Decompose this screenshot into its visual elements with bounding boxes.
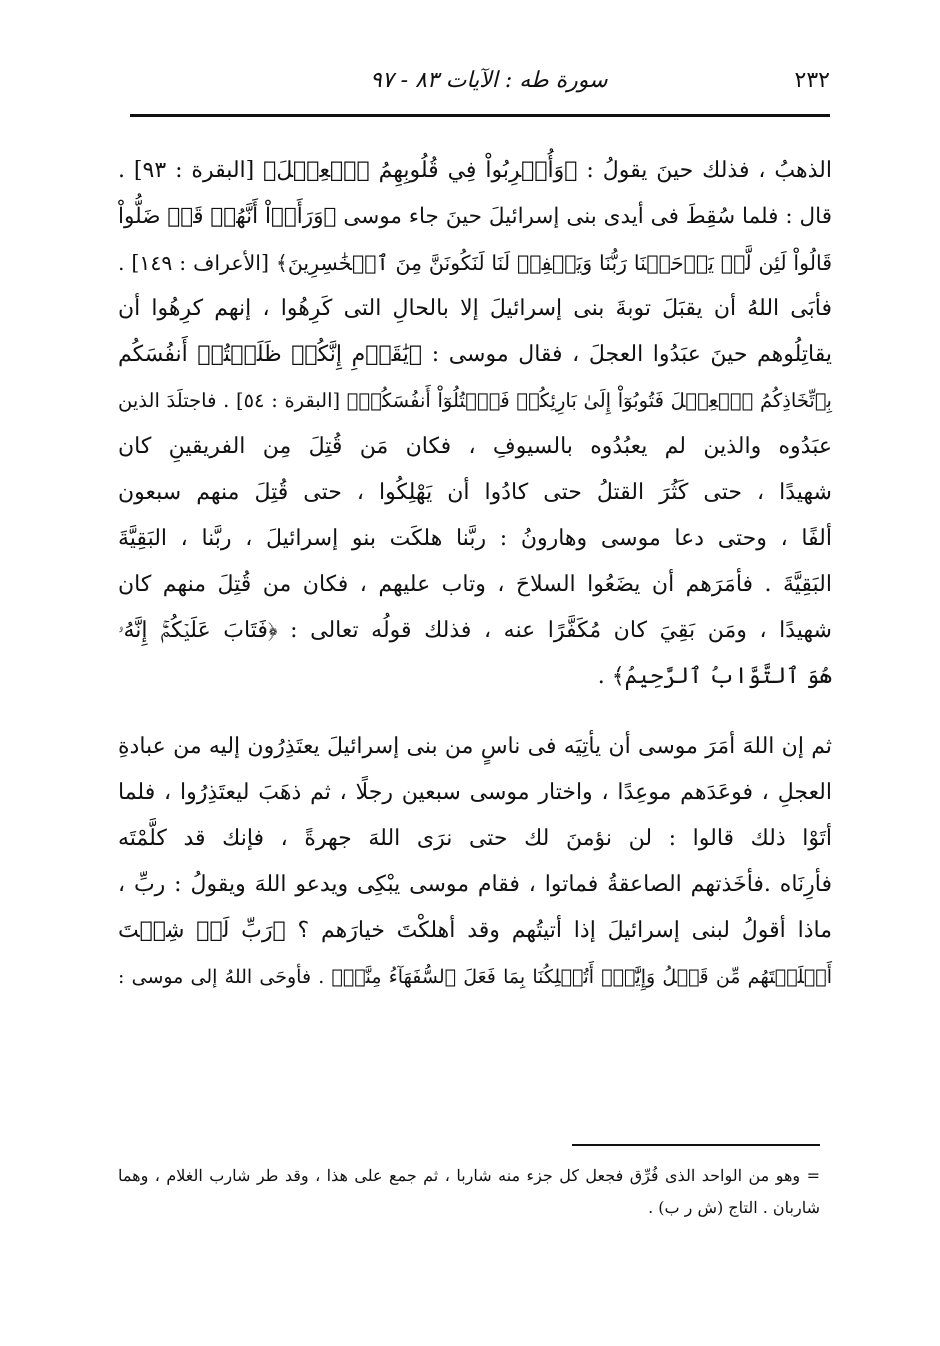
text-line: قَالُواْ لَئِن لَّمۡ يَرۡحَمۡنَا رَبُّنَا وَيَغۡفِرۡ لَنَا لَنَكُونَنَّ مِنَ ٱلۡخَٰسِرِينَ﴾ [الأعراف : ١٤٩] . bbox=[118, 251, 833, 275]
text-line: يقاتِلُوهم حينَ عبَدُوا العجلَ ، فقال موسى : ﴿يَٰقَوۡمِ إِنَّكُمۡ ظَلَمۡتُمۡ أَنفُسَكُم bbox=[118, 342, 832, 367]
text-line: قال : فلما سُقِطَ فى أيدى بنى إسرائيلَ حينَ جاء موسى ﴿وَرَأَوۡاْ أَنَّهُمۡ قَدۡ ضَلُّواْ bbox=[118, 204, 832, 229]
text-line: فأرِنَاه .فأخَذتهم الصاعقةُ فماتوا ، فقام موسى يبْكِى ويدعو اللهَ ويقولُ : ربِّ ، bbox=[118, 872, 832, 897]
footnote-line: = وهو من الواحد الذى فُرِّق فجعل كل جزء منه شاربا ، ثم جمع على هذا ، وقد طر شارب الغلام ، وهما bbox=[118, 1166, 820, 1185]
text-line: ألفًا ، وحتى دعا موسى وهارونُ : ربَّنا هلكَت بنو إسرائيلَ ، ربَّنا ، البَقِيَّةَ bbox=[118, 526, 832, 551]
text-line: أَهۡلَكۡتَهُم مِّن قَبۡلُ وَإِيَّٰيَۖ أَتُهۡلِكُنَا بِمَا فَعَلَ ٱلسُّفَهَآءُ مِنَّآۖ﴾ . فأوحَى اللهُ إلى موسى : bbox=[118, 966, 832, 988]
text-line: ماذا أقولُ لبنى إسرائيلَ إذا أتيتُهم وقد أهلكْتَ خيارَهم ؟ ﴿رَبِّ لَوۡ شِئۡتَ bbox=[118, 918, 832, 943]
footnote-line: شاربان . التاج (ش ر ب) . bbox=[648, 1198, 820, 1217]
text-line: الذهبُ ، فذلك حينَ يقولُ : ﴿وَأُشۡرِبُواْ فِي قُلُوبِهِمُ ٱلۡعِجۡلَ﴾ [البقرة : ٩٣] . bbox=[118, 158, 832, 183]
text-line: بِٱتِّخَاذِكُمُ ٱلۡعِجۡلَ فَتُوبُوٓاْ إِلَىٰ بَارِئِكُمۡ فَٱقۡتُلُوٓاْ أَنفُسَكُمۡ﴾ [البقرة : ٥٤] . فاجتلَدَ الذين bbox=[118, 389, 832, 412]
main-text bbox=[118, 148, 832, 1000]
text-line: شهيدًا ، حتى كَثُرَ القتلُ حتى كادُوا أن يَهْلِكُوا ، حتى قُتِلَ منهم سبعون bbox=[118, 480, 832, 505]
header-rule bbox=[130, 114, 830, 117]
text-line: ثم إن اللهَ أمَرَ موسى أن يأتِيَه فى ناسٍ من بنى إسرائيلَ يعتَذِرُون إليه من عبادةِ bbox=[118, 734, 832, 759]
footnote-rule bbox=[572, 1144, 820, 1146]
chapter-title: سورة طه : الآيات ٨٣ - ٩٧ bbox=[370, 68, 608, 93]
paragraph-gap bbox=[118, 700, 832, 724]
text-line: شهيدًا ، ومَن بَقِيَ كان مُكَفَّرًا عنه ، فذلك قولُه تعالى : ﴿فَتَابَ عَلَيۡكُمۡۚ إِنَّهُۥ bbox=[118, 618, 832, 643]
text-line: العجلِ ، فوعَدَهم موعِدًا ، واختار موسى سبعين رجلًا ، ثم ذهَبَ ليعتَذِرُوا ، فلما bbox=[118, 780, 832, 805]
text-line: هُوَ ٱلتَّوَّابُ ٱلرَّحِيمُ﴾ . bbox=[597, 664, 832, 689]
footnote bbox=[118, 1160, 820, 1224]
text-line: أتَوْا ذلك قالوا : لن نؤمنَ لك حتى نرَى اللهَ جهرةً ، فإنك قد كلَّمْتَه bbox=[118, 826, 832, 851]
running-head bbox=[130, 66, 830, 106]
page-number: ٢٣٢ bbox=[794, 68, 830, 93]
text-line: البَقِيَّةَ . فأمَرَهم أن يضَعُوا السلاحَ ، وتاب عليهم ، فكان من قُتِلَ منهم كان bbox=[118, 572, 832, 597]
paragraph bbox=[118, 148, 832, 700]
text-line: عبَدُوه والذين لم يعبُدُوه بالسيوفِ ، فكان مَن قُتِلَ مِن الفريقينِ كان bbox=[118, 434, 832, 459]
paragraph bbox=[118, 724, 832, 1000]
text-line: فأبَى اللهُ أن يقبَلَ توبةَ بنى إسرائيلَ إلا بالحالِ التى كَرِهُوا ، إنهم كرِهُوا أن bbox=[118, 296, 832, 321]
